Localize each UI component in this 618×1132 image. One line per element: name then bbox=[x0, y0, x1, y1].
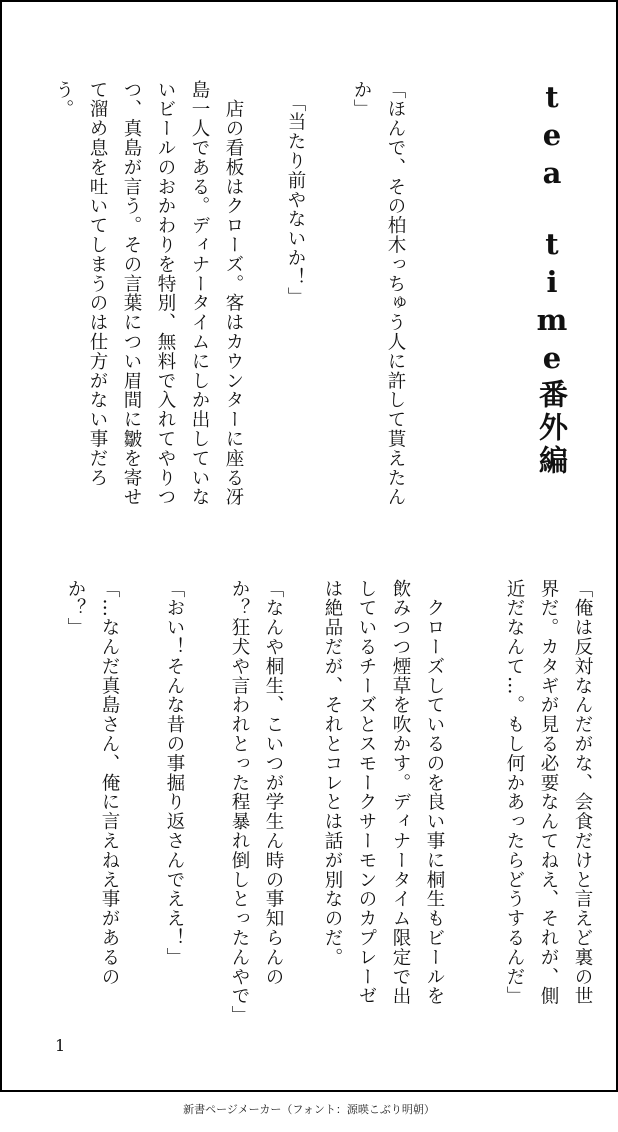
dialogue-column-1: 「ほんで、その柏木っちゅう人に許して貰えたんか」 bbox=[351, 80, 406, 507]
footer-credit: 新書ページメーカー（フォント：源暎こぶり明朝） bbox=[183, 1103, 435, 1116]
story-title: tea time番外編 bbox=[535, 80, 569, 478]
narration-paragraph-1: 店の看板はクローズ。客はカウンターに座る冴島一人である。ディナータイムにしか出していないビールのおかわりを特別、無料で入れてやりつつ、真島が言う。その言葉につい眉間に皺を寄せて溜め息を吐いてしまうのは仕方がない事だろう。 bbox=[53, 80, 244, 507]
dialogue-column-2: 「当たり前やないか！」 bbox=[285, 93, 306, 307]
dialogue-column-3: 「俺は反対なんだがな、会食だけと言えど裏の世界だ。カタギが見る必要なんてねえ、それが、側近だなんて…。もし何かあったらどうするんだ」 bbox=[504, 579, 593, 1006]
narration-paragraph-2: クローズしているのを良い事に桐生もビールを飲みつつ煙草を吹かす。ディナータイム限定で出しているチーズとスモークサーモンのカプレーゼは絶品だが、それとコレとは話が別なのだ。 bbox=[322, 579, 445, 1006]
dialogue-column-4: 「なんや桐生、こいつが学生ん時の事知らんのか？狂犬や言われとった程暴れ倒しとったんやで」 bbox=[229, 579, 284, 1026]
dialogue-column-6: 「…なんだ真島さん、俺に言えねえ事があるのか？」 bbox=[65, 579, 120, 987]
dialogue-column-5: 「おい！そんな昔の事掘り返さんでええ！」 bbox=[164, 579, 185, 967]
page-number: 1 bbox=[55, 1036, 66, 1055]
